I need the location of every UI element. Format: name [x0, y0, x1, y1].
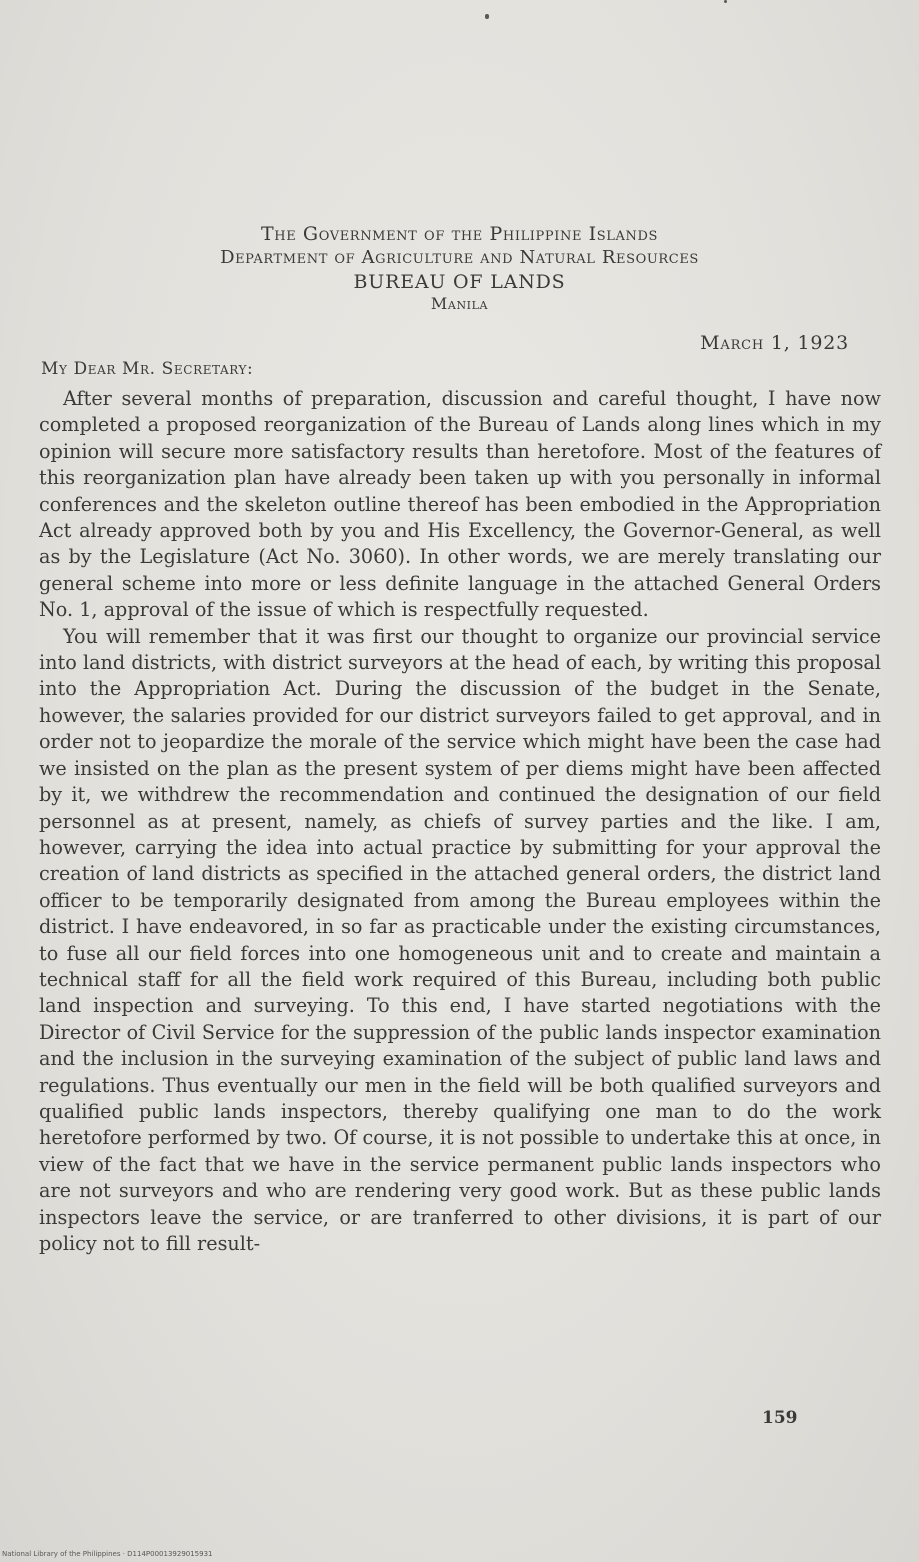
salutation: My Dear Mr. Secretary: — [41, 359, 254, 379]
page-number: 159 — [762, 1408, 798, 1428]
letterhead-department: Department of Agriculture and Natural Resources — [220, 247, 699, 268]
library-footer: National Library of the Philippines · D114P00013929015931 — [2, 1550, 213, 1558]
letter-date: March 1, 1923 — [700, 332, 849, 354]
letterhead-city: Manila — [430, 294, 489, 313]
letterhead — [0, 222, 919, 314]
letter-body — [39, 386, 881, 1257]
paper-speck — [724, 0, 727, 3]
paper-speck — [485, 14, 489, 19]
letterhead-bureau: BUREAU OF LANDS — [353, 271, 566, 293]
paragraph: After several months of preparation, discussion and careful thought, I have now completed a proposed reorganization of the Bureau of Lands along lines which in my opinion will secure more satisfactory results than heretofore. Most of the features of this reorganization plan have already been taken up with you personally in informal conferences and the skeleton outline thereof has been embodied in the Appropriation Act already approved both by you and His Excellency, the Governor-General, as well as by the Legislature (Act No. 3060). In other words, we are merely translating our general scheme into more or less definite language in the attached General Orders No. 1, approval of the issue of which is respectfully requested. — [39, 387, 881, 622]
paragraph: You will remember that it was first our thought to organize our provincial service into land districts, with district surveyors at the head of each, by writing this proposal into the Appropriation Act. During the discussion of the budget in the Senate, however, the salaries provided for our district surveyors failed to get approval, and in order not to jeopardize the morale of the service which might have been the case had we insisted on the plan as the present system of per diems might have been affected by it, we withdrew the recommendation and continued the designation of our field personnel as at present, namely, as chiefs of survey parties and the like. I am, however, carrying the idea into actual practice by submitting for your approval the creation of land districts as specified in the attached general orders, the district land officer to be temporarily designated from among the Bureau employees within the district. I have endeavored, in so far as practicable under the existing circumstances, to fuse all our field forces into one homogeneous unit and to create and maintain a technical staff for all the field work required of this Bureau, including both public land inspection and surveying. To this end, I have started negotiations with the Director of Civil Service for the suppression of the public lands inspector examination and the inclusion in the surveying examination of the subject of public land laws and regulations. Thus eventually our men in the field will be both qualified surveyors and qualified public lands inspectors, thereby qualifying one man to do the work heretofore performed by two. Of course, it is not possible to undertake this at once, in view of the fact that we have in the service permanent public lands inspectors who are not surveyors and who are rendering very good work. But as these public lands inspectors leave the service, or are tranferred to other divisions, it is part of our policy not to fill result- — [39, 624, 881, 1255]
letterhead-government: The Government of the Philippine Islands — [260, 223, 659, 245]
